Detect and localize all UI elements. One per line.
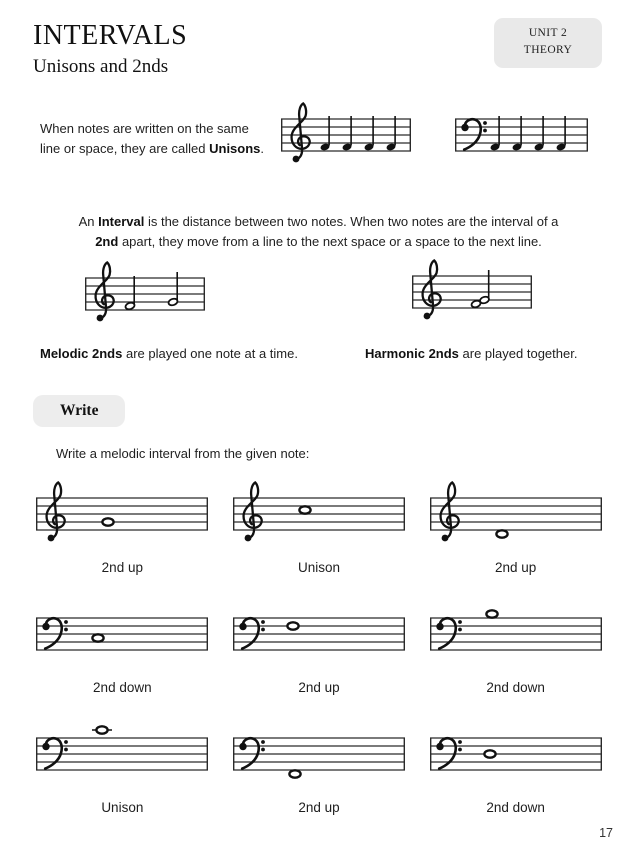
exercise-cell: [36, 478, 208, 598]
staff-melodic-2nds: [85, 258, 205, 334]
exercise-cell: [233, 598, 405, 718]
unit-badge: [494, 18, 602, 68]
staff-unison-treble: [281, 99, 411, 175]
exercise-cell: [233, 718, 405, 838]
staff-exercise-4: [36, 598, 208, 674]
staff-exercise-5: [233, 598, 405, 674]
staff-exercise-1: [36, 478, 208, 554]
unit-badge-line2: THEORY: [523, 44, 573, 57]
exercise-label: Unison: [297, 560, 340, 575]
interval-bold: Interval: [98, 214, 145, 229]
staff-exercise-3: [430, 478, 602, 554]
exercise-label: 2nd up: [298, 800, 340, 815]
exercise-label: 2nd up: [298, 680, 340, 695]
page-title: INTERVALS: [33, 20, 188, 51]
exercise-label: 2nd down: [93, 680, 152, 695]
write-heading-badge: Write: [33, 395, 125, 427]
exercise-label: 2nd down: [486, 800, 545, 815]
staff-exercise-7: [36, 718, 208, 794]
exercise-label: 2nd up: [101, 560, 143, 575]
harmonic-caption-rest: are played together.: [458, 346, 578, 361]
interval-c: is the distance between two notes. When two notes are the interval of a: [144, 214, 559, 229]
staff-exercise-2: [233, 478, 405, 554]
staff-exercise-9: [430, 718, 602, 794]
exercise-grid: [24, 478, 614, 838]
intro-unisons-bold: Unisons: [209, 140, 261, 156]
unit-badge-line1: UNIT 2: [528, 27, 568, 39]
exercise-cell: [430, 598, 602, 718]
intro-line1: When notes are written on the same: [40, 121, 249, 136]
harmonic-caption-bold: Harmonic 2nds: [365, 346, 459, 361]
write-instruction: Write a melodic interval from the given note:: [56, 446, 310, 461]
page-header: [33, 20, 187, 78]
exercise-cell: [36, 718, 208, 838]
exercise-label: 2nd up: [495, 560, 537, 575]
melodic-caption-bold: Melodic 2nds: [40, 346, 123, 361]
exercise-label: 2nd down: [486, 680, 545, 695]
page-subtitle: Unisons and 2nds: [33, 56, 169, 77]
melodic-caption: [40, 346, 298, 361]
unison-explanation: [40, 119, 290, 158]
interval-a: An: [78, 214, 99, 229]
exercise-cell: [36, 598, 208, 718]
page-number: 17: [599, 826, 613, 840]
intro-line2c: .: [260, 140, 265, 156]
exercise-cell: [233, 478, 405, 598]
staff-exercise-8: [233, 718, 405, 794]
interval-explanation: [0, 212, 637, 252]
exercise-cell: [430, 478, 602, 598]
interval-e: apart, they move from a line to the next space or a space to the next line.: [118, 234, 542, 250]
staff-exercise-6: [430, 598, 602, 674]
exercise-cell: [430, 718, 602, 838]
melodic-caption-rest: are played one note at a time.: [122, 346, 298, 361]
harmonic-caption: [365, 346, 577, 361]
intro-line2a: line or space, they are called: [40, 140, 210, 156]
exercise-label: Unison: [101, 800, 144, 815]
staff-unison-bass: [455, 99, 588, 175]
staff-harmonic-2nds: [412, 256, 532, 332]
interval-2nd-bold: 2nd: [95, 234, 119, 250]
